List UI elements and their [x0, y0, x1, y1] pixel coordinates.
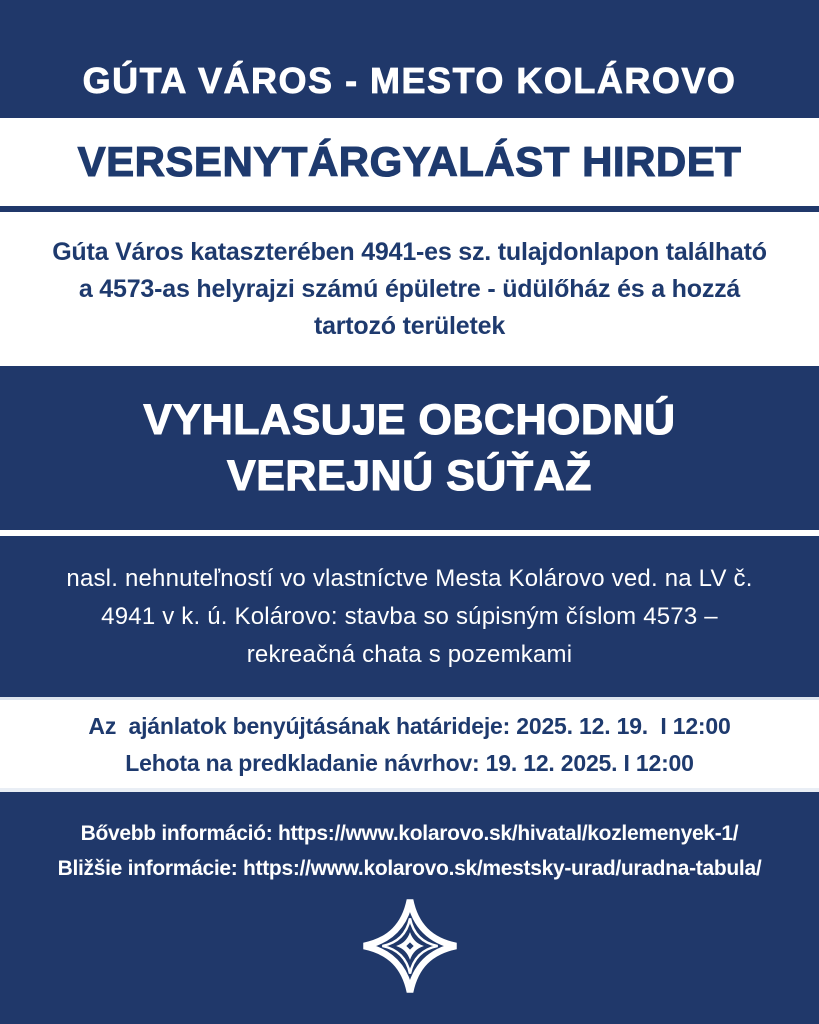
- paragraph-line: nasl. nehnuteľností vo vlastníctve Mesta Kolárovo ved. na LV č.: [66, 564, 753, 592]
- deadline-line-hu: Az ajánlatok benyújtásának határideje: 2025. 12. 19. I 12:00: [88, 712, 731, 739]
- body-paragraph-hu: [0, 212, 819, 366]
- page-title: GÚTA VÁROS - MESTO KOLÁROVO: [82, 60, 737, 101]
- headline-hu: VERSENYTÁRGYALÁST HIRDET: [77, 138, 742, 185]
- deadlines-banner: [0, 697, 819, 792]
- header-banner: [0, 0, 819, 118]
- info-line-hu: Bővebb információ: https://www.kolarovo.sk/hivatal/kozlemenyek-1/: [80, 822, 739, 845]
- deadline-line-sk: Lehota na predkladanie návrhov: 19. 12. 2025. I 12:00: [125, 749, 694, 776]
- footer: [0, 792, 819, 1024]
- paragraph-line: a 4573-as helyrajzi számú épületre - üdülőház és a hozzá: [78, 274, 741, 303]
- paragraph-line: rekreačná chata s pozemkami: [246, 640, 573, 668]
- paragraph-line: tartozó területek: [313, 311, 506, 340]
- paragraph-line: 4941 v k. ú. Kolárovo: stavba so súpisným číslom 4573 –: [101, 602, 718, 630]
- headline-sk-line: VEREJNÚ SÚŤAŽ: [227, 452, 592, 500]
- star-logo-icon: [362, 898, 458, 994]
- paragraph-line: Gúta Város kataszterében 4941-es sz. tulajdonlapon található: [52, 237, 767, 266]
- headline-banner-sk: [0, 366, 819, 530]
- body-paragraph-sk: [0, 536, 819, 697]
- headline-banner-hu: [0, 118, 819, 206]
- info-line-sk: Bližšie informácie: https://www.kolarovo.sk/mestsky-urad/uradna-tabula/: [57, 857, 762, 880]
- headline-sk-line: VYHLASUJE OBCHODNÚ: [143, 396, 676, 444]
